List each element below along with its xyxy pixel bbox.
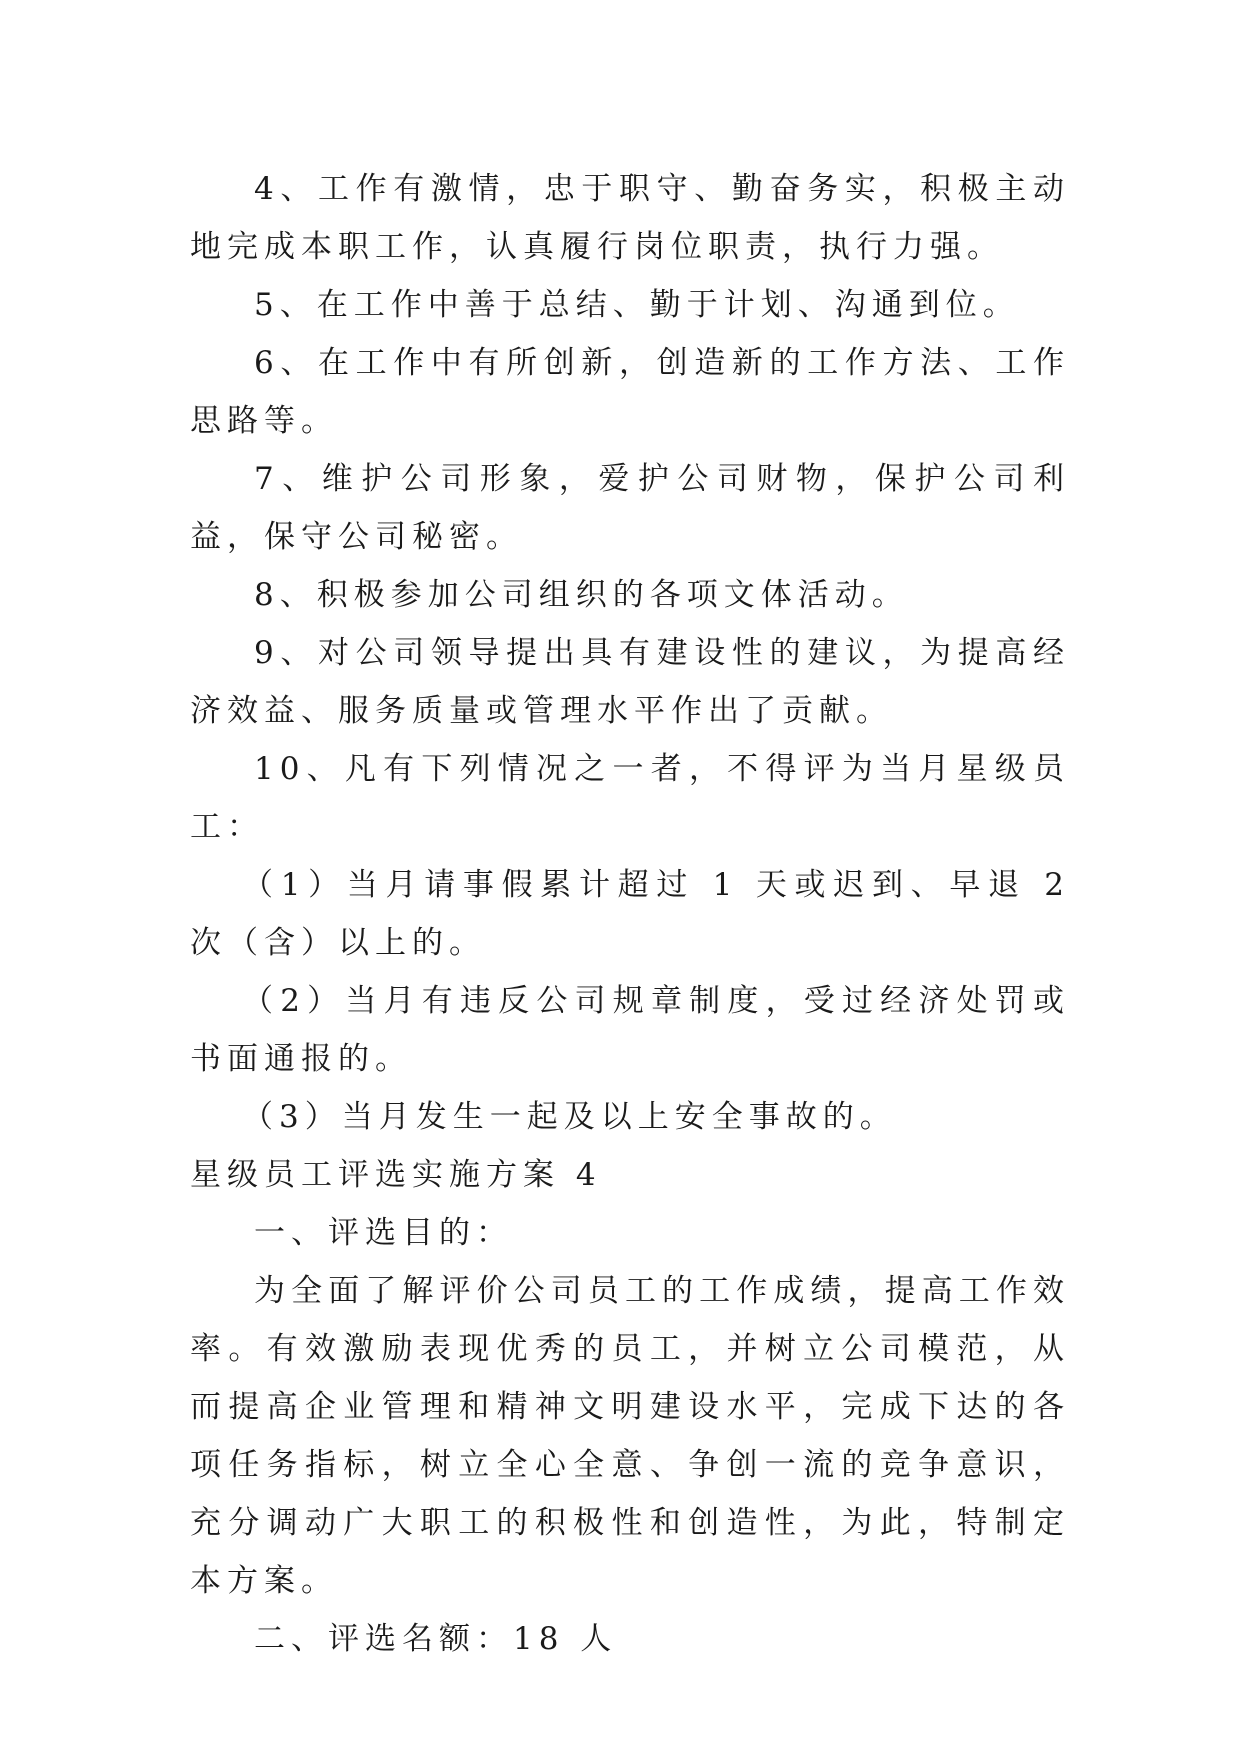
paragraph-item-8: 8、积极参加公司组织的各项文体活动。 <box>254 577 909 613</box>
paragraph-item-7: 7、维护公司形象，爱护公司财物，保护公司利益，保守公司秘密。 <box>190 461 1070 555</box>
section-title: 星级员工评选实施方案 4 <box>190 1157 602 1193</box>
paragraph-item-10: 10、凡有下列情况之一者，不得评为当月星级员工： <box>190 751 1070 845</box>
heading-purpose: 一、评选目的： <box>254 1215 513 1251</box>
paragraph-item-9: 9、对公司领导提出具有建设性的建议，为提高经济效益、服务质量或管理水平作出了贡献。 <box>190 635 1070 729</box>
document-page <box>190 160 1070 1668</box>
heading-quota: 二、评选名额：18 人 <box>254 1621 618 1657</box>
sub-item-2: （2）当月有违反公司规章制度，受过经济处罚或书面通报的。 <box>190 983 1070 1077</box>
sub-item-1: （1）当月请事假累计超过 1 天或迟到、早退 2 次（含）以上的。 <box>190 867 1070 961</box>
paragraph-item-4: 4、工作有激情，忠于职守、勤奋务实，积极主动地完成本职工作，认真履行岗位职责，执行力强。 <box>190 171 1070 265</box>
purpose-paragraph: 为全面了解评价公司员工的工作成绩，提高工作效率。有效激励表现优秀的员工，并树立公司模范，从而提高企业管理和精神文明建设水平，完成下达的各项任务指标，树立全心全意、争创一流的竞争意识，充分调动广大职工的积极性和创造性，为此，特制定本方案。 <box>190 1273 1070 1599</box>
paragraph-item-6: 6、在工作中有所创新，创造新的工作方法、工作思路等。 <box>190 345 1070 439</box>
paragraph-item-5: 5、在工作中善于总结、勤于计划、沟通到位。 <box>254 287 1020 323</box>
sub-item-3: （3）当月发生一起及以上安全事故的。 <box>242 1099 897 1135</box>
